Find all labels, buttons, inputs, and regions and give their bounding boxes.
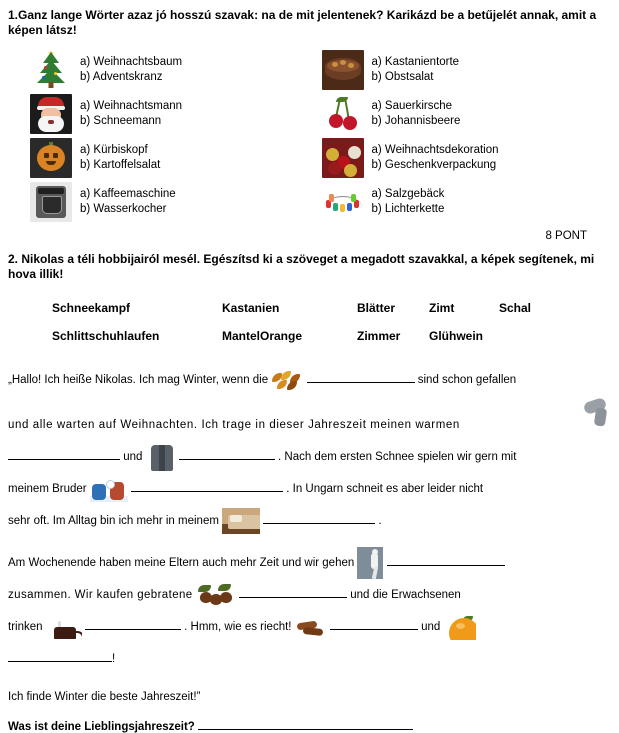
text-segment: „Hallo! Ich heiße Nikolas. Ich mag Winter, wenn die bbox=[8, 374, 269, 386]
final-question-label: Was ist deine Lieblingsjahreszeit? bbox=[8, 721, 195, 733]
cherries-image bbox=[322, 94, 364, 134]
orange-image bbox=[444, 614, 476, 640]
task-1-option-a[interactable]: a) Sauerkirsche bbox=[371, 100, 453, 112]
pumpkin-head-image bbox=[30, 138, 72, 178]
task-1-item[interactable] bbox=[322, 136, 614, 180]
final-question-row bbox=[0, 713, 619, 733]
task-1-item[interactable] bbox=[30, 136, 322, 180]
task-2-text bbox=[0, 350, 619, 713]
chestnuts-image bbox=[196, 583, 236, 607]
task-1-item[interactable] bbox=[30, 92, 322, 136]
text-segment: Ich finde Winter die beste Jahreszeit!” bbox=[8, 691, 201, 704]
christmas-tree-image: ★ bbox=[30, 50, 72, 90]
task-1-option-a[interactable]: a) Weihnachtsdekoration bbox=[371, 144, 499, 156]
word-bank-row-2 bbox=[52, 322, 609, 350]
task-1-option-b[interactable]: b) Wasserkocher bbox=[80, 203, 167, 215]
task-1-option-a[interactable]: a) Weihnachtsmann bbox=[80, 100, 183, 112]
answer-blank[interactable] bbox=[8, 447, 120, 460]
text-line bbox=[8, 505, 611, 537]
answer-blank[interactable] bbox=[263, 511, 375, 524]
task-1-item[interactable] bbox=[322, 48, 614, 92]
task-1-option-b[interactable]: b) Geschenkverpackung bbox=[371, 159, 497, 171]
word-bank bbox=[0, 282, 619, 350]
santa-claus-image bbox=[30, 94, 72, 134]
task-1-points: 8 PONT bbox=[545, 230, 587, 242]
word-bank-word[interactable]: Glühwein bbox=[429, 329, 483, 343]
final-answer-blank[interactable] bbox=[198, 717, 413, 730]
scarf-image bbox=[581, 396, 611, 428]
text-segment: und die Erwachsenen bbox=[350, 589, 461, 602]
coffee-machine-image bbox=[30, 182, 72, 222]
text-line bbox=[8, 441, 611, 473]
word-bank-word[interactable]: Schal bbox=[499, 301, 532, 315]
task-1-option-b[interactable]: b) Johannisbeere bbox=[371, 115, 461, 127]
text-segment: ! bbox=[112, 653, 116, 666]
text-line bbox=[8, 579, 611, 611]
task-1-option-a[interactable]: a) Weihnachtsbaum bbox=[80, 56, 183, 68]
task-1-option-b[interactable]: b) Lichterkette bbox=[371, 203, 445, 215]
string-lights-image bbox=[322, 182, 364, 222]
task-1-items-grid bbox=[0, 48, 619, 224]
task-1-option-b[interactable]: b) Obstsalat bbox=[371, 71, 434, 83]
answer-blank[interactable] bbox=[179, 447, 275, 460]
text-segment: und bbox=[421, 621, 441, 634]
task-1-title: 1.Ganz lange Wörter azaz jó hosszú szavak: na de mit jelentenek? Karikázd be a betűjelét annak, amit a képen látsz! bbox=[8, 8, 597, 37]
task-1-option-b[interactable]: b) Kartoffelsalat bbox=[80, 159, 161, 171]
ice-skating-image bbox=[357, 547, 383, 579]
word-bank-word[interactable]: Zimt bbox=[429, 301, 455, 315]
text-segment: und bbox=[123, 451, 143, 463]
word-bank-word[interactable]: MantelOrange bbox=[222, 329, 303, 343]
task-1-option-b[interactable]: b) Adventskranz bbox=[80, 71, 163, 83]
leaves-image bbox=[271, 370, 303, 390]
task-1-item[interactable] bbox=[322, 180, 614, 224]
answer-blank[interactable] bbox=[330, 617, 418, 630]
answer-blank[interactable] bbox=[239, 585, 347, 598]
text-segment: Am Wochenende haben meine Eltern auch mehr Zeit und wir gehen bbox=[8, 557, 355, 570]
text-line bbox=[8, 396, 611, 441]
task-1-option-a[interactable]: a) Kürbiskopf bbox=[80, 144, 148, 156]
task-1-option-a[interactable]: a) Kaffeemaschine bbox=[80, 188, 176, 200]
text-segment: sind schon gefallen bbox=[417, 374, 517, 386]
text-line bbox=[8, 643, 611, 675]
coat-image bbox=[146, 442, 176, 472]
answer-blank[interactable] bbox=[85, 617, 181, 630]
text-segment: . In Ungarn schneit es aber leider nicht bbox=[286, 483, 484, 495]
text-segment: sehr oft. Im Alltag bin ich mehr in meinem bbox=[8, 515, 219, 527]
text-line bbox=[8, 473, 611, 505]
chestnut-cake-image bbox=[322, 50, 364, 90]
cinnamon-image bbox=[295, 617, 327, 637]
word-bank-word[interactable]: Schlittschuhlaufen bbox=[52, 329, 160, 343]
christmas-baubles-image bbox=[322, 138, 364, 178]
task-2-title: 2. Nikolas a téli hobbijairól mesél. Egészítsd ki a szöveget a megadott szavakkal, a képek segítenek, mi hova illik! bbox=[8, 252, 595, 281]
word-bank-word[interactable]: Schneekampf bbox=[52, 301, 131, 315]
answer-blank[interactable] bbox=[387, 553, 505, 566]
text-segment: . Nach dem ersten Schnee spielen wir gern mit bbox=[278, 451, 517, 463]
task-1-item[interactable] bbox=[322, 92, 614, 136]
text-segment: meinem Bruder bbox=[8, 483, 87, 495]
task-1-item[interactable] bbox=[30, 180, 322, 224]
word-bank-word[interactable]: Blätter bbox=[357, 301, 396, 315]
word-bank-word[interactable]: Kastanien bbox=[222, 301, 280, 315]
text-line bbox=[8, 364, 611, 396]
text-line bbox=[8, 681, 611, 713]
text-segment: . bbox=[378, 515, 382, 527]
word-bank-row-1 bbox=[52, 294, 609, 322]
text-segment: zusammen. Wir kaufen gebratene bbox=[8, 589, 193, 602]
task-1-option-a[interactable]: a) Kastanientorte bbox=[371, 56, 460, 68]
task-1-option-b[interactable]: b) Schneemann bbox=[80, 115, 162, 127]
answer-blank[interactable] bbox=[131, 479, 283, 492]
mulled-wine-image bbox=[46, 615, 82, 639]
text-line bbox=[8, 611, 611, 643]
word-bank-word[interactable]: Zimmer bbox=[357, 329, 401, 343]
task-1-option-a[interactable]: a) Salzgebäck bbox=[371, 188, 445, 200]
text-segment: trinken bbox=[8, 621, 43, 634]
snowball-fight-image bbox=[90, 476, 128, 502]
room-image bbox=[222, 508, 260, 534]
task-1-item[interactable] bbox=[30, 48, 322, 92]
text-segment: . Hmm, wie es riecht! bbox=[184, 621, 292, 634]
answer-blank[interactable] bbox=[307, 370, 415, 383]
text-line bbox=[8, 547, 611, 579]
text-segment: und alle warten auf Weihnachten. Ich trage in dieser Jahreszeit meinen warmen bbox=[8, 419, 460, 431]
answer-blank[interactable] bbox=[8, 649, 112, 662]
